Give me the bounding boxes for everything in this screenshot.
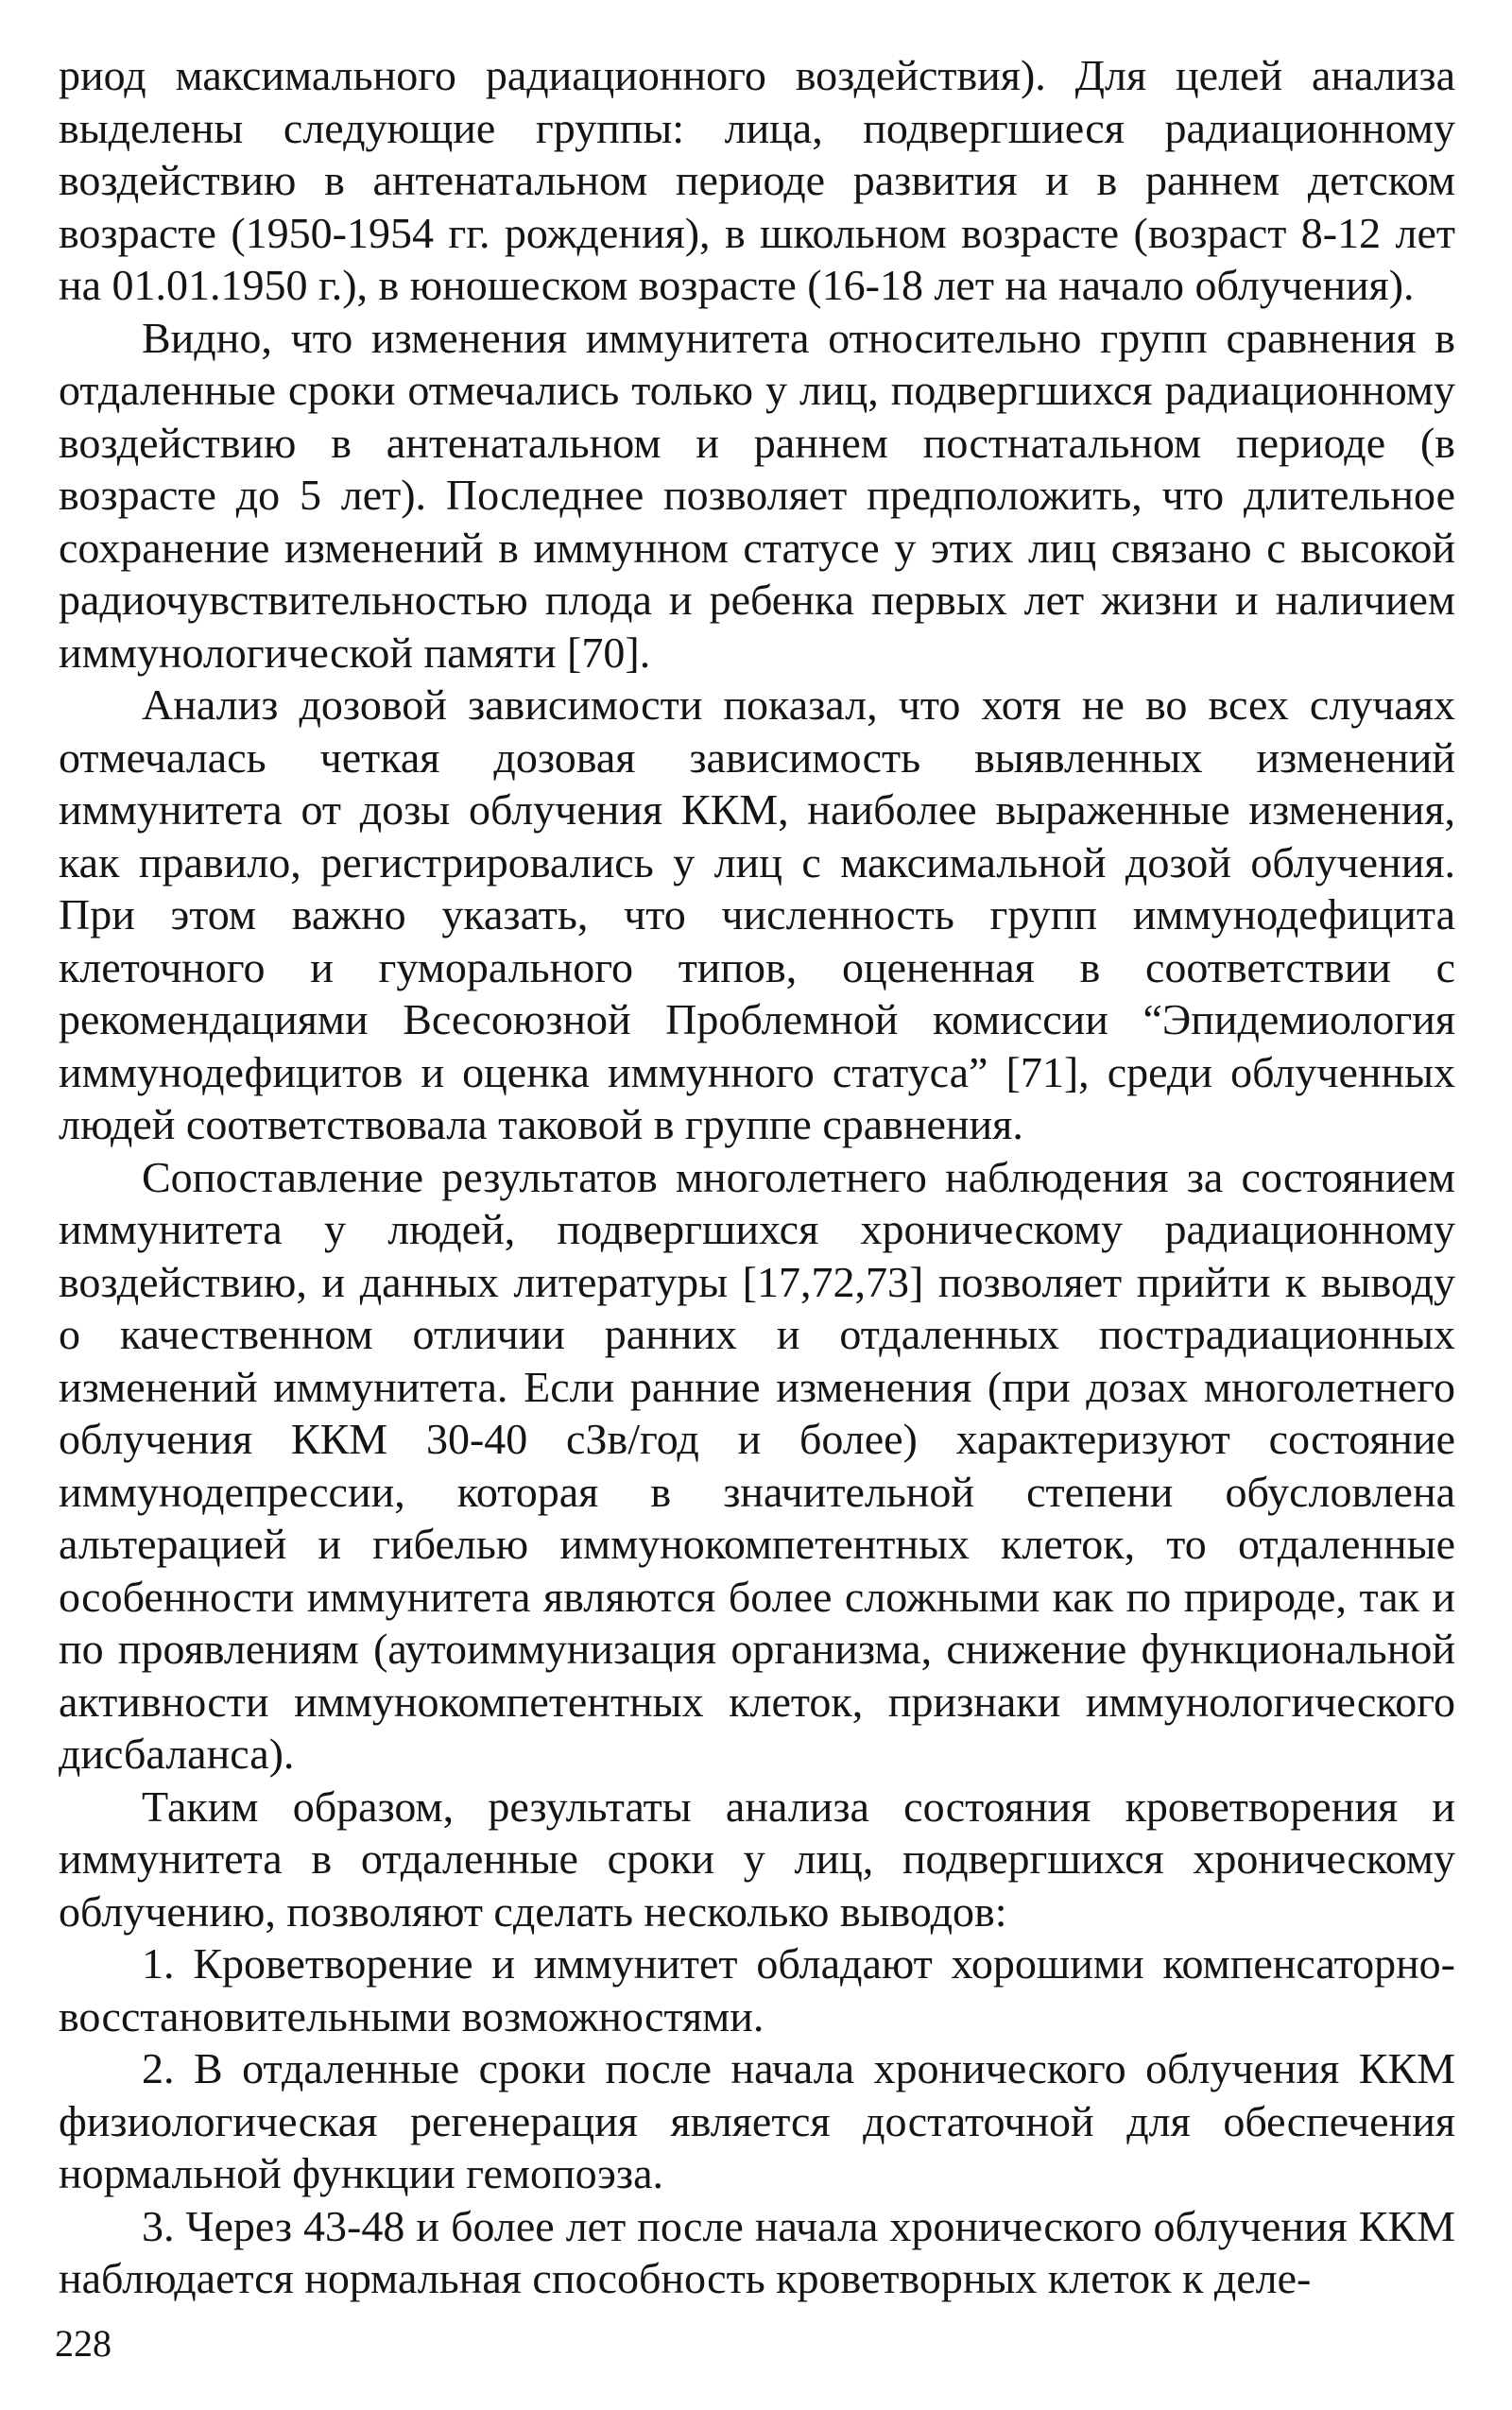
page-body: [59, 49, 1455, 2305]
page-number: 228: [55, 2322, 112, 2365]
paragraph-2: Видно, что изменения иммунитета относительно групп сравнения в отдаленные сроки отмечались только у лиц, подвергшихся радиационному воздействию в антенатальном и раннем постнатальном периоде (в возрасте до 5 лет). Последнее позволяет предположить, что длительное сохранение изменений в иммунном статусе у этих лиц связано с высокой радиочувствительностью плода и ребенка первых лет жизни и наличием иммунологической памяти [70].: [59, 313, 1455, 677]
paragraph-3: Анализ дозовой зависимости показал, что хотя не во всех случаях отмечалась четкая дозовая зависимость выявленных изменений иммунитета от дозы облучения ККМ, наиболее выраженные изменения, как правило, регистрировались у лиц с максимальной дозой облучения. При этом важно указать, что численность групп иммунодефицита клеточного и гуморального типов, оцененная в соответствии с рекомендациями Всесоюзной Проблемной комиссии “Эпидемиология иммунодефицитов и оценка иммунного статуса” [71], среди облученных людей соответствовала таковой в группе сравнения.: [59, 680, 1455, 1148]
conclusion-item-2: 2. В отдаленные сроки после начала хронического облучения ККМ физиологическая регенерация является достаточной для обеспечения нормальной функции гемопоэза.: [59, 2044, 1455, 2197]
paragraph-4: Сопоставление результатов многолетнего наблюдения за состоянием иммунитета у людей, подвергшихся хроническому радиационному воздействию, и данных литературы [17,72,73] позволяет прийти к выводу о качественном отличии ранних и отдаленных пострадиационных изменений иммунитета. Если ранние изменения (при дозах многолетнего облучения ККМ 30-40 сЗв/год и более) характеризуют состояние иммунодепрессии, которая в значительной степени обусловлена альтерацией и гибелью иммунокомпетентных клеток, то отдаленные особенности иммунитета являются более сложными как по природе, так и по проявлениям (аутоиммунизация организма, снижение функциональной активности иммунокомпетентных клеток, признаки иммунологического дисбаланса).: [59, 1152, 1455, 1778]
conclusion-item-1: 1. Кроветворение и иммунитет обладают хорошими компенсаторно-восстановительными возможностями.: [59, 1939, 1455, 2040]
paragraph-1: риод максимального радиационного воздействия). Для целей анализа выделены следующие группы: лица, подвергшиеся радиационному воздействию в антенатальном периоде развития и в раннем детском возрасте (1950-1954 гг. рождения), в школьном возрасте (возраст 8-12 лет на 01.01.1950 г.), в юношеском возрасте (16-18 лет на начало облучения).: [59, 51, 1455, 309]
paragraph-5: Таким образом, результаты анализа состояния кроветворения и иммунитета в отдаленные сроки у лиц, подвергшихся хроническому облучению, позволяют сделать несколько выводов:: [59, 1782, 1455, 1936]
conclusion-item-3: 3. Через 43-48 и более лет после начала хронического облучения ККМ наблюдается нормальная способность кроветворных клеток к деле-: [59, 2201, 1455, 2302]
